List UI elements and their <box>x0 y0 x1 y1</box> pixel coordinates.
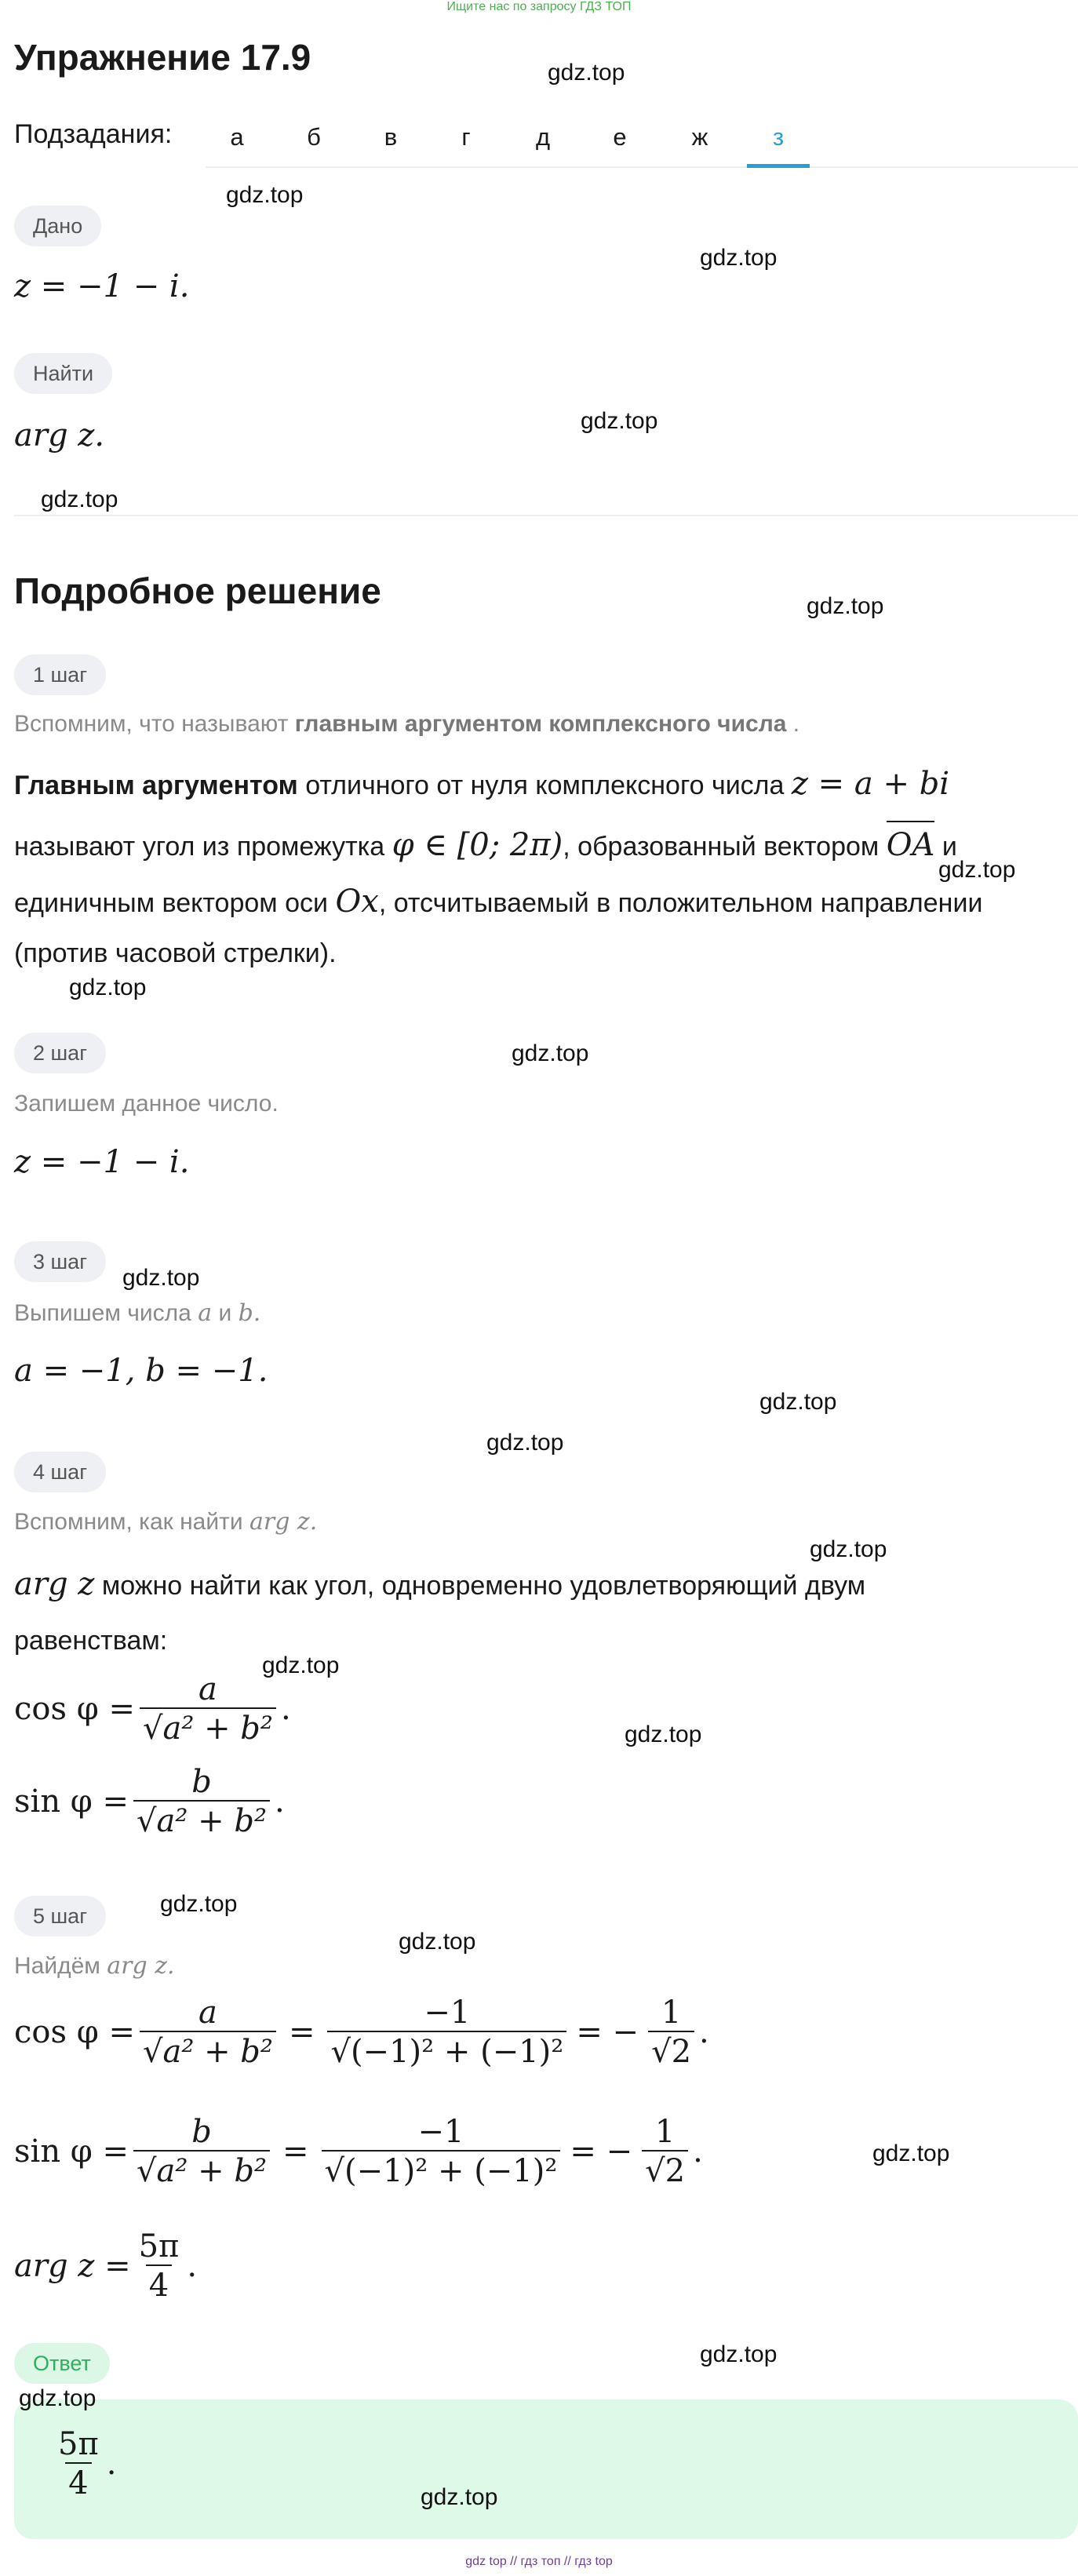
step-4-cos-formula <box>14 1671 291 1747</box>
watermark: gdz.top <box>759 1389 837 1415</box>
step-1-line-3-text: единичным вектором оси <box>14 888 328 918</box>
step-5-arg-den: 4 <box>146 2264 172 2304</box>
tab-e[interactable]: е <box>613 123 627 151</box>
watermark: gdz.top <box>399 1929 476 1955</box>
vector-arrow <box>887 821 935 822</box>
watermark: gdz.top <box>700 245 778 271</box>
answer-dot: . <box>106 2446 117 2482</box>
step-5-sin-num-3: 1 <box>654 2114 676 2150</box>
step-5-cos-num-1: a <box>198 1995 217 2031</box>
step-4-text-1 <box>14 1566 865 1602</box>
watermark: gdz.top <box>69 975 147 1000</box>
step-5-sin-lhs: sin φ = <box>14 2133 129 2170</box>
vector-oa <box>887 827 935 863</box>
step-1-line-3-text-2: , отсчитываемый в положительном направлении <box>378 888 983 918</box>
watermark: gdz.top <box>625 1722 702 1747</box>
page-title: Упражнение 17.9 <box>14 37 311 78</box>
step-1-line-3 <box>14 884 982 920</box>
step-5-sin-den-3: √2 <box>642 2150 688 2189</box>
top-banner: Ищите нас по запросу ГДЗ ТОП <box>446 0 632 13</box>
step-4-text-math: arg z <box>14 1566 95 1602</box>
answer-box <box>14 2399 1078 2539</box>
find-badge: Найти <box>14 353 112 394</box>
step-5-hint <box>14 1952 175 1980</box>
tab-a[interactable]: а <box>230 123 244 151</box>
answer-badge: Ответ <box>14 2343 110 2384</box>
watermark: gdz.top <box>700 2341 778 2367</box>
step-4-text-2: равенствам: <box>14 1626 168 1656</box>
watermark: gdz.top <box>160 1891 238 1917</box>
watermark: gdz.top <box>421 2484 498 2510</box>
step-5-sin-eq: = <box>282 2133 309 2170</box>
subtask-tabs <box>206 110 1078 168</box>
watermark: gdz.top <box>486 1430 564 1456</box>
step-5-sin-den-1: √a² + b² <box>133 2150 270 2189</box>
step-1-line-2-text-3: и <box>941 832 957 862</box>
given-formula: z = −1 − i. <box>14 268 190 304</box>
step-5-arg-lhs: arg z = <box>14 2248 131 2284</box>
step-1-line-3-math: Ox <box>335 884 379 920</box>
step-2-formula: z = −1 − i. <box>14 1144 190 1180</box>
step-4-sin-fraction <box>133 1764 270 1839</box>
step-5-sin-frac-2 <box>322 2114 561 2189</box>
step-5-cos-den-3: √2 <box>648 2031 694 2070</box>
step-5-sin-den-2: √(−1)² + (−1)² <box>322 2150 561 2189</box>
step-1-hint-suffix: . <box>792 711 800 737</box>
given-badge: Дано <box>14 206 101 246</box>
footer-links[interactable]: gdz top // гдз топ // гдз top <box>465 2555 613 2568</box>
step-5-sin-formula <box>14 2114 703 2189</box>
step-4-text-1-body: можно найти как угол, одновременно удовлетворяющий двум <box>101 1571 866 1601</box>
step-4-sin-lhs: sin φ = <box>14 1784 129 1820</box>
step-5-cos-den-1: √a² + b² <box>140 2031 276 2070</box>
subtasks-label: Подзадания: <box>14 119 173 149</box>
step-1-line-1 <box>14 766 949 802</box>
step-5-sin-radicand-2: (−1)² + (−1)² <box>344 2153 558 2189</box>
step-5-cos-radicand-3: 2 <box>671 2034 692 2070</box>
watermark: gdz.top <box>262 1652 340 1678</box>
step-5-hint-text: Найдём <box>14 1953 100 1979</box>
tab-b[interactable]: б <box>307 123 321 151</box>
step-5-sin-res-eq: = − <box>570 2133 633 2170</box>
step-4-sin-num: b <box>191 1764 212 1800</box>
watermark: gdz.top <box>581 408 658 434</box>
step-4-sin-den: √a² + b² <box>133 1800 270 1839</box>
step-3-badge: 3 шаг <box>14 1241 106 1282</box>
step-5-arg-dot: . <box>187 2248 198 2284</box>
step-5-arg-frac <box>136 2228 183 2304</box>
step-4-hint-text: Вспомним, как найти <box>14 1509 243 1535</box>
step-5-sin-num-1: b <box>191 2114 212 2150</box>
step-5-cos-eq: = <box>288 2014 315 2050</box>
step-1-line-2-text: называют угол из промежутка <box>14 832 385 862</box>
step-2-hint: Запишем данное число. <box>14 1091 279 1117</box>
step-1-line-2-math: φ ∈ [0; 2π) <box>392 827 563 863</box>
step-1-line-1-math: z = a + bi <box>791 766 950 802</box>
tab-z[interactable]: з <box>747 110 810 168</box>
step-5-cos-res-eq: = − <box>576 2014 639 2050</box>
step-5-cos-dot: . <box>699 2014 709 2050</box>
watermark: gdz.top <box>122 1265 200 1291</box>
step-3-formula: a = −1, b = −1. <box>14 1353 268 1389</box>
step-5-sin-num-2: −1 <box>417 2114 464 2150</box>
step-4-cos-den: √a² + b² <box>140 1707 276 1747</box>
watermark: gdz.top <box>872 2141 950 2166</box>
step-4-cos-lhs: cos φ = <box>14 1691 135 1727</box>
watermark: gdz.top <box>938 857 1016 883</box>
watermark: gdz.top <box>19 2385 97 2411</box>
step-3-hint-text: Выпишем числа <box>14 1300 191 1326</box>
step-5-cos-lhs: cos φ = <box>14 2014 135 2050</box>
step-5-cos-den-2: √(−1)² + (−1)² <box>327 2031 566 2070</box>
step-4-cos-fraction <box>140 1671 276 1747</box>
watermark: gdz.top <box>512 1040 589 1066</box>
step-5-cos-num-2: −1 <box>424 1995 471 2031</box>
step-1-line-2 <box>14 827 957 863</box>
step-4-sin-radicand: a² + b² <box>156 1803 268 1839</box>
step-3-hint <box>14 1299 260 1327</box>
step-1-hint <box>14 711 799 738</box>
step-5-cos-frac-2 <box>327 1995 566 2070</box>
step-4-cos-dot: . <box>280 1691 291 1727</box>
step-3-hint-a: a <box>198 1299 213 1327</box>
tab-zh[interactable]: ж <box>691 123 708 151</box>
step-4-hint-math: arg z. <box>249 1508 318 1536</box>
step-4-sin-formula <box>14 1764 285 1839</box>
step-4-cos-radicand: a² + b² <box>162 1711 273 1747</box>
step-1-line-1-bold: Главным аргументом <box>14 771 298 800</box>
step-5-cos-frac-1 <box>140 1995 276 2070</box>
step-2-badge: 2 шаг <box>14 1033 106 1073</box>
step-4-cos-num: a <box>198 1671 217 1707</box>
step-4-hint <box>14 1508 317 1536</box>
answer-den: 4 <box>65 2462 91 2501</box>
step-5-badge: 5 шаг <box>14 1896 106 1937</box>
step-5-hint-math: arg z. <box>107 1952 175 1980</box>
step-5-sin-frac-1 <box>133 2114 270 2189</box>
answer-formula <box>50 2426 116 2501</box>
watermark: gdz.top <box>41 486 118 512</box>
step-5-cos-radicand-1: a² + b² <box>162 2034 273 2070</box>
step-5-cos-num-3: 1 <box>661 1995 682 2031</box>
step-5-cos-frac-3 <box>648 1995 694 2070</box>
tab-g[interactable]: г <box>461 123 471 151</box>
answer-num: 5π <box>58 2426 99 2462</box>
find-formula: arg z. <box>14 417 105 454</box>
watermark: gdz.top <box>548 60 625 86</box>
tab-v[interactable]: в <box>384 123 398 151</box>
step-3-hint-b: b. <box>238 1299 261 1327</box>
step-5-sin-radicand-1: a² + b² <box>156 2153 268 2189</box>
step-3-hint-and: и <box>218 1300 232 1326</box>
step-5-cos-formula <box>14 1995 709 2070</box>
watermark: gdz.top <box>807 593 884 619</box>
step-1-line-2-text-2: , образованный вектором <box>563 832 880 862</box>
vector-oa-label: OA <box>886 827 935 863</box>
step-5-sin-dot: . <box>693 2133 703 2170</box>
step-1-badge: 1 шаг <box>14 654 106 695</box>
watermark: gdz.top <box>810 1536 887 1562</box>
step-4-badge: 4 шаг <box>14 1452 106 1492</box>
step-5-sin-frac-3 <box>642 2114 688 2189</box>
watermark: gdz.top <box>226 182 304 208</box>
step-1-hint-prefix: Вспомним, что называют <box>14 711 289 737</box>
step-5-arg-formula <box>14 2228 197 2304</box>
step-1-line-1-text: отличного от нуля комплексного числа <box>305 771 785 800</box>
step-5-arg-num: 5π <box>138 2228 180 2264</box>
step-1-hint-bold: главным аргументом комплексного числа <box>294 711 787 737</box>
solution-title: Подробное решение <box>14 570 381 611</box>
step-4-sin-dot: . <box>275 1784 285 1820</box>
divider <box>14 515 1078 516</box>
tab-d[interactable]: д <box>535 123 551 151</box>
step-5-sin-radicand-3: 2 <box>665 2153 686 2189</box>
answer-frac <box>55 2426 102 2501</box>
step-1-line-4: (против часовой стрелки). <box>14 938 337 968</box>
step-5-cos-radicand-2: (−1)² + (−1)² <box>350 2034 564 2070</box>
